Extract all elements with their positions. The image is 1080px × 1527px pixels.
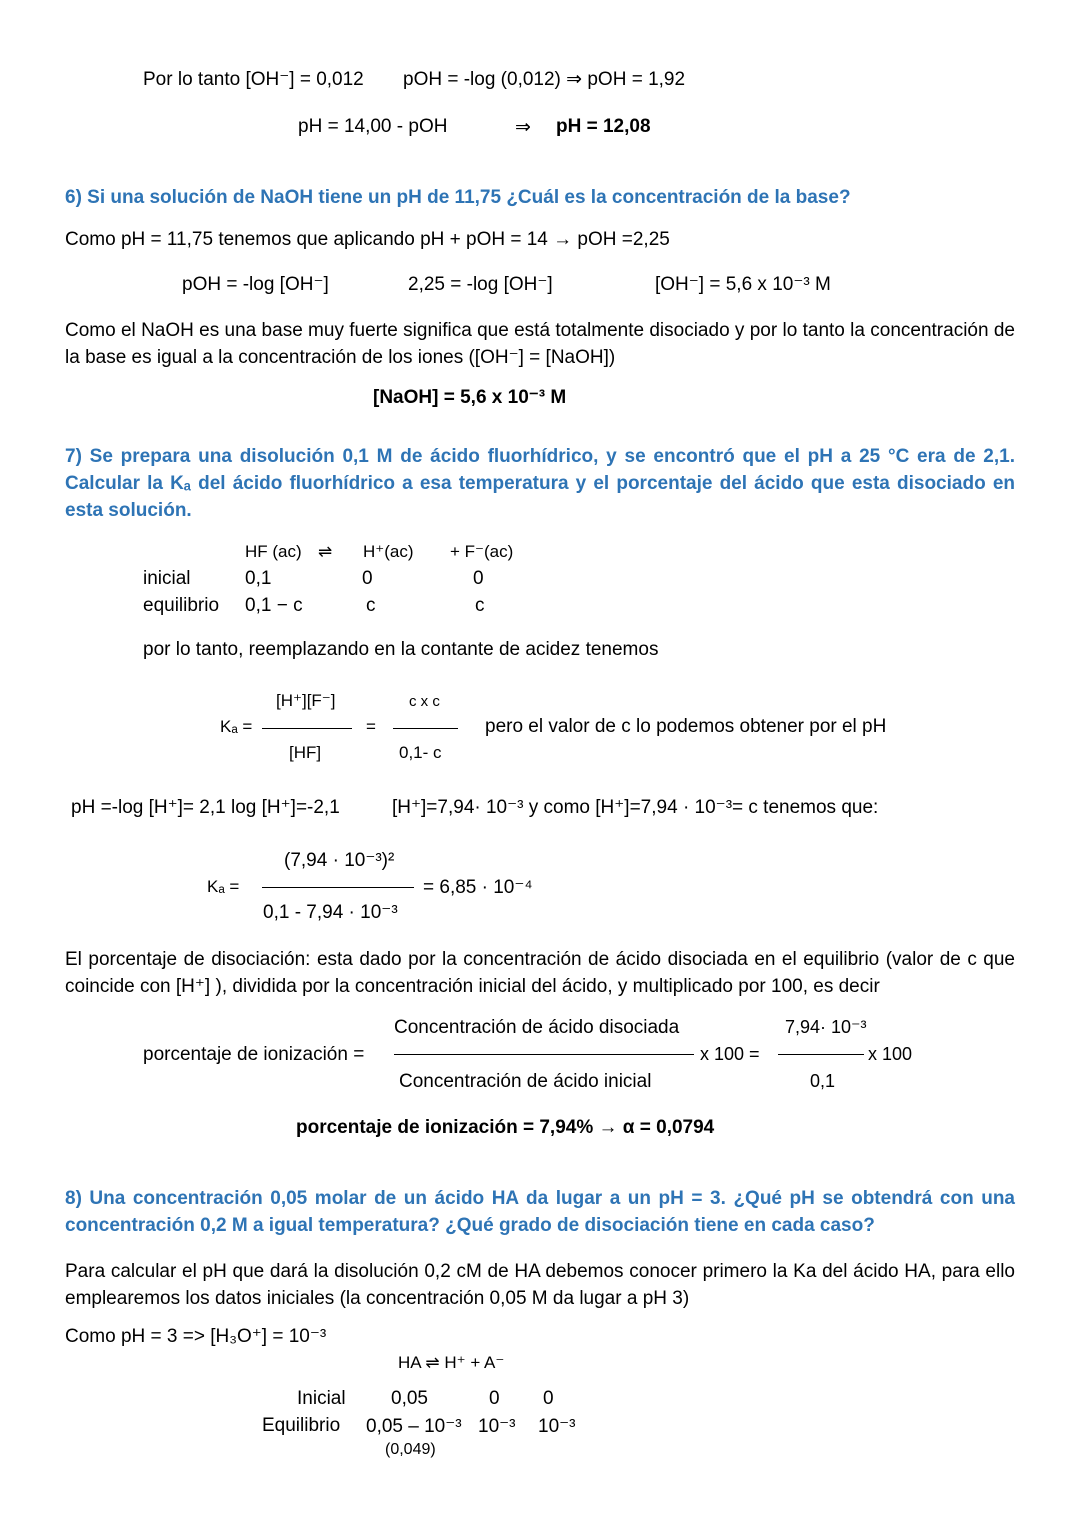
porcentaje-result: porcentaje de ionización = 7,94% → α = 0,0794: [296, 1117, 715, 1138]
x100-equals: x 100 =: [700, 1044, 760, 1064]
porcentaje-fraction-bar-2: [778, 1054, 864, 1055]
equilibrium-arrow: ⇌: [318, 542, 333, 561]
row-label-equilibrio: equilibrio: [143, 595, 220, 616]
porcentaje-numerator-2: 7,94· 10⁻³: [785, 1017, 867, 1037]
question-6-title: 6) Si una solución de NaOH tiene un pH de 11,75 ¿Cuál es la concentración de la base?: [65, 187, 851, 208]
row-label-inicial: inicial: [143, 568, 191, 589]
q8-explanation: Para calcular el pH que dará la disolución 0,2 cM de HA debemos conocer primero la Ka del ácido HA, para ello emplearemos los datos iniciales (la concentración 0,05 M da lugar a pH 3): [65, 1261, 1015, 1309]
q8-ini-h: 0: [489, 1388, 500, 1409]
table-h-header: H⁺(ac): [363, 542, 414, 561]
porcentaje-denominator-2: 0,1: [810, 1071, 836, 1091]
ph-formula: pH = 14,00 - pOH: [298, 116, 448, 137]
eq-h: c: [366, 595, 376, 616]
q6-poh-def: pOH = -log [OH⁻]: [182, 274, 329, 295]
ka-label: Kₐ =: [220, 717, 253, 736]
porcentaje-fraction-bar: [394, 1054, 694, 1055]
q6-oh-result: [OH⁻] = 5,6 x 10⁻³ M: [655, 274, 831, 295]
ka-denominator: [HF]: [289, 743, 322, 762]
ka2-result: = 6,85 · 10⁻⁴: [423, 877, 533, 898]
q8-eq-ha: 0,05 – 10⁻³: [366, 1416, 462, 1437]
q8-eq-a: 10⁻³: [538, 1416, 576, 1437]
q7-ph-line-b: [H⁺]=7,94· 10⁻³ y como [H⁺]=7,94 · 10⁻³= c tenemos que:: [392, 797, 879, 818]
porcentaje-numerator: Concentración de ácido disociada: [394, 1017, 680, 1038]
ka2-denominator: 0,1 - 7,94 · 10⁻³: [263, 902, 398, 923]
q6-line1: Como pH = 11,75 tenemos que aplicando pH + pOH = 14 → pOH =2,25: [65, 229, 670, 250]
porcentaje-label: porcentaje de ionización =: [143, 1044, 365, 1065]
q8-ini-a: 0: [543, 1388, 554, 1409]
q8-eq-h: 10⁻³: [478, 1416, 516, 1437]
ka-note: pero el valor de c lo podemos obtener por el pH: [485, 716, 887, 737]
ka-fraction-bar-2: [393, 728, 458, 729]
ini-f: 0: [473, 568, 484, 589]
ka-denominator-2: 0,1- c: [399, 743, 442, 762]
q8-row-inicial: Inicial: [297, 1388, 346, 1409]
q8-equation: HA ⇌ H⁺ + A⁻: [398, 1353, 505, 1372]
q7-ph-line-a: pH =-log [H⁺]= 2,1 log [H⁺]=-2,1: [71, 797, 340, 818]
q6-naoh-result: [NaOH] = 5,6 x 10⁻³ M: [373, 387, 567, 408]
ini-hf: 0,1: [245, 568, 272, 589]
ka-equals: =: [366, 717, 376, 736]
x100: x 100: [868, 1044, 913, 1064]
ka-numerator-2: c x c: [409, 693, 440, 710]
oh-concentration-line: Por lo tanto [OH⁻] = 0,012: [143, 69, 364, 90]
q8-line1: Como pH = 3 => [H₃O⁺] = 10⁻³: [65, 1326, 327, 1347]
question-8-title: 8) Una concentración 0,05 molar de un ácido HA da lugar a un pH = 3. ¿Qué pH se obtendrá con una concentración 0,2 M a igual temperatura? ¿Qué grado de disociación tiene en cada caso?: [65, 1188, 1015, 1236]
eq-f: c: [475, 595, 485, 616]
question-7-title: 7) Se prepara una disolución 0,1 M de ácido fluorhídrico, y se encontró que el pH a 25 °C era de 2,1. Calcular la Kₐ del ácido fluorhídrico a esa temperatura y el porcentaje del ácido que esta disociado en esta solución.: [65, 446, 1015, 521]
q8-row-equilibrio: Equilibrio: [262, 1415, 341, 1436]
ka2-fraction-bar: [262, 887, 414, 888]
ph-result: pH = 12,08: [556, 116, 651, 137]
q8-eq-ha-value: (0,049): [385, 1441, 436, 1458]
poh-calc-line: pOH = -log (0,012) ⇒ pOH = 1,92: [403, 69, 686, 90]
q8-ini-ha: 0,05: [391, 1388, 428, 1409]
table-hf-header: HF (ac): [245, 542, 302, 561]
ka2-numerator: (7,94 · 10⁻³)²: [284, 850, 395, 871]
table-f-header: + F⁻(ac): [450, 542, 514, 561]
ini-h: 0: [362, 568, 373, 589]
q6-poh-value: 2,25 = -log [OH⁻]: [408, 274, 553, 295]
eq-hf: 0,1 − c: [245, 595, 303, 616]
ka2-label: Kₐ =: [207, 877, 240, 896]
porcentaje-denominator: Concentración de ácido inicial: [399, 1071, 652, 1092]
ka-fraction-bar: [262, 728, 352, 729]
ka-numerator: [H⁺][F⁻]: [276, 691, 336, 710]
q7-porcentaje-explanation: El porcentaje de disociación: esta dado por la concentración de ácido disociada en el equilibrio (valor de c que coincide con [H⁺] ), dividida por la concentración inicial del ácido, y multiplicado por 100, es decir: [65, 949, 1015, 997]
q6-explanation: Como el NaOH es una base muy fuerte significa que está totalmente disociado y por lo tanto la concentración de la base es igual a la concentración de los iones ([OH⁻] = [NaOH]): [65, 320, 1015, 368]
q7-reemplazo-text: por lo tanto, reemplazando en la contante de acidez tenemos: [143, 639, 659, 660]
implies-arrow: ⇒: [515, 117, 531, 138]
